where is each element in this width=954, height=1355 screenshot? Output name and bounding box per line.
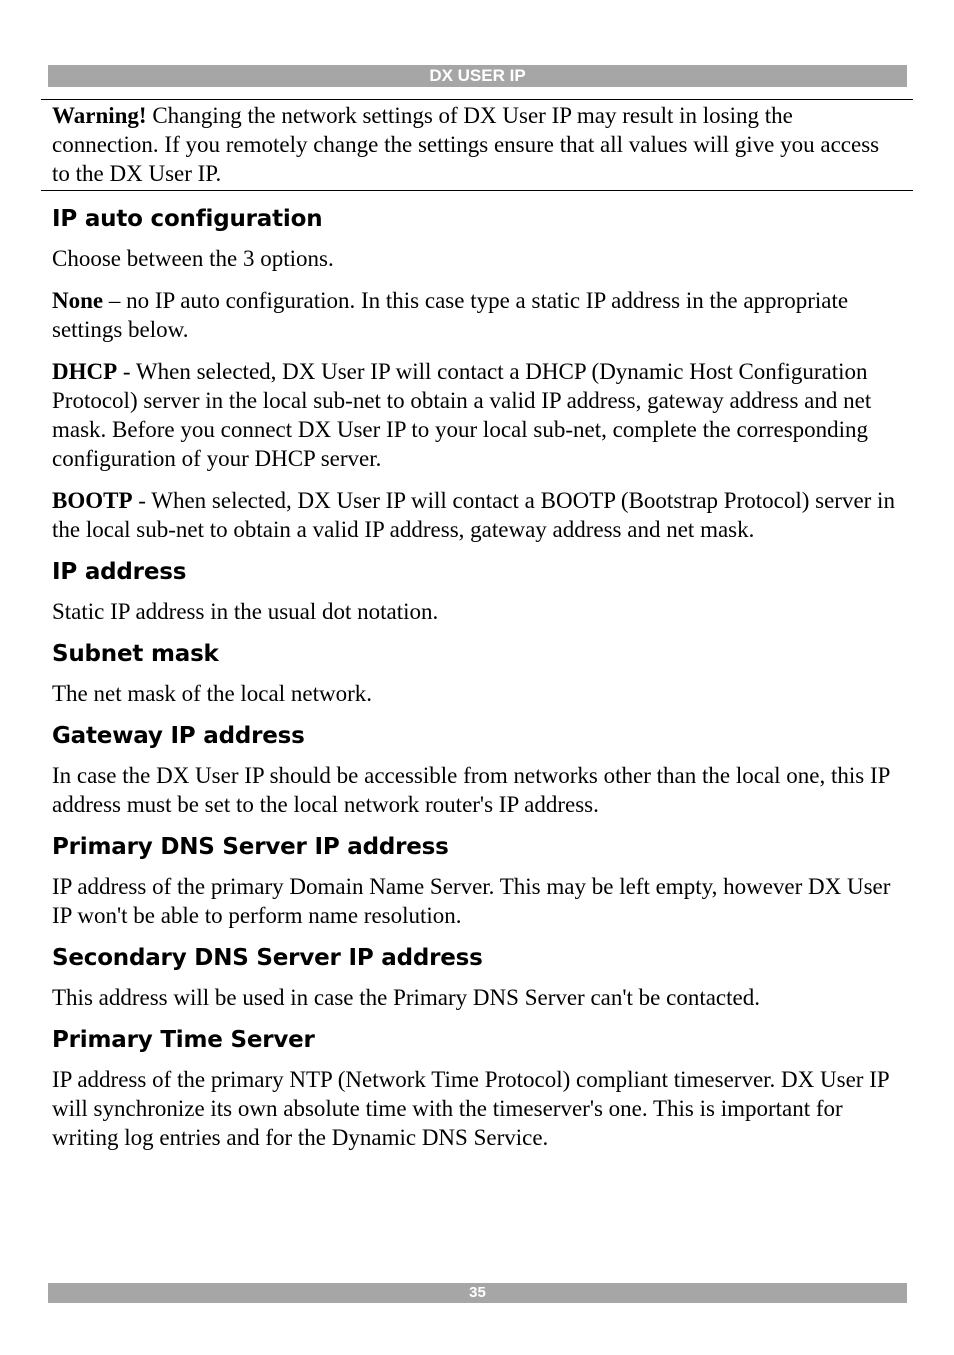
heading-gateway-ip-address: Gateway IP address	[52, 723, 305, 749]
secondary-dns-text: This address will be used in case the Primary DNS Server can't be contacted.	[52, 985, 760, 1010]
heading-primary-time-server: Primary Time Server	[52, 1027, 315, 1053]
option-none	[52, 286, 902, 344]
footer-bar	[48, 1283, 907, 1303]
option-dhcp-label: DHCP	[52, 359, 118, 384]
option-none-label: None	[52, 288, 104, 313]
option-bootp	[52, 486, 902, 544]
subnet-mask-text: The net mask of the local network.	[52, 681, 372, 706]
warning-label: Warning!	[52, 103, 147, 128]
option-none-text: – no IP auto configuration. In this case type a static IP address in the appropriate settings below.	[52, 288, 849, 342]
heading-ip-address: IP address	[52, 559, 187, 585]
page-number: 35	[469, 1284, 486, 1301]
time-server-text: IP address of the primary NTP (Network Time Protocol) compliant timeserver. DX User IP will synchronize its own absolute time with the timeserver's one. This is important for writing log entries and for the Dynamic DNS Service.	[52, 1067, 889, 1150]
gateway-text: In case the DX User IP should be accessible from networks other than the local one, this IP address must be set to the local network router's IP address.	[52, 763, 890, 817]
heading-primary-dns: Primary DNS Server IP address	[52, 834, 449, 860]
option-dhcp-text: - When selected, DX User IP will contact a DHCP (Dynamic Host Configuration Protocol) server in the local sub-net to obtain a valid IP address, gateway address and net mask. Before you connect DX User IP to your local sub-net, complete the corresponding configuration of your DHCP server.	[52, 359, 872, 471]
option-bootp-label: BOOTP	[52, 488, 133, 513]
heading-subnet-mask: Subnet mask	[52, 641, 219, 667]
option-dhcp	[52, 357, 902, 473]
header-bar	[48, 65, 907, 87]
main-content	[52, 204, 902, 1165]
heading-secondary-dns: Secondary DNS Server IP address	[52, 945, 483, 971]
heading-ip-auto-configuration: IP auto configuration	[52, 206, 323, 232]
ip-auto-intro: Choose between the 3 options.	[52, 246, 334, 271]
warning-text: Changing the network settings of DX User IP may result in losing the connection. If you remotely change the settings ensure that all values will give you access to the DX User IP.	[52, 103, 880, 186]
header-title: DX USER IP	[429, 66, 526, 85]
warning-box	[41, 99, 913, 191]
option-bootp-text: - When selected, DX User IP will contact a BOOTP (Bootstrap Protocol) server in the local sub-net to obtain a valid IP address, gateway address and net mask.	[52, 488, 895, 542]
ip-address-text: Static IP address in the usual dot notation.	[52, 599, 439, 624]
primary-dns-text: IP address of the primary Domain Name Server. This may be left empty, however DX User IP won't be able to perform name resolution.	[52, 874, 891, 928]
